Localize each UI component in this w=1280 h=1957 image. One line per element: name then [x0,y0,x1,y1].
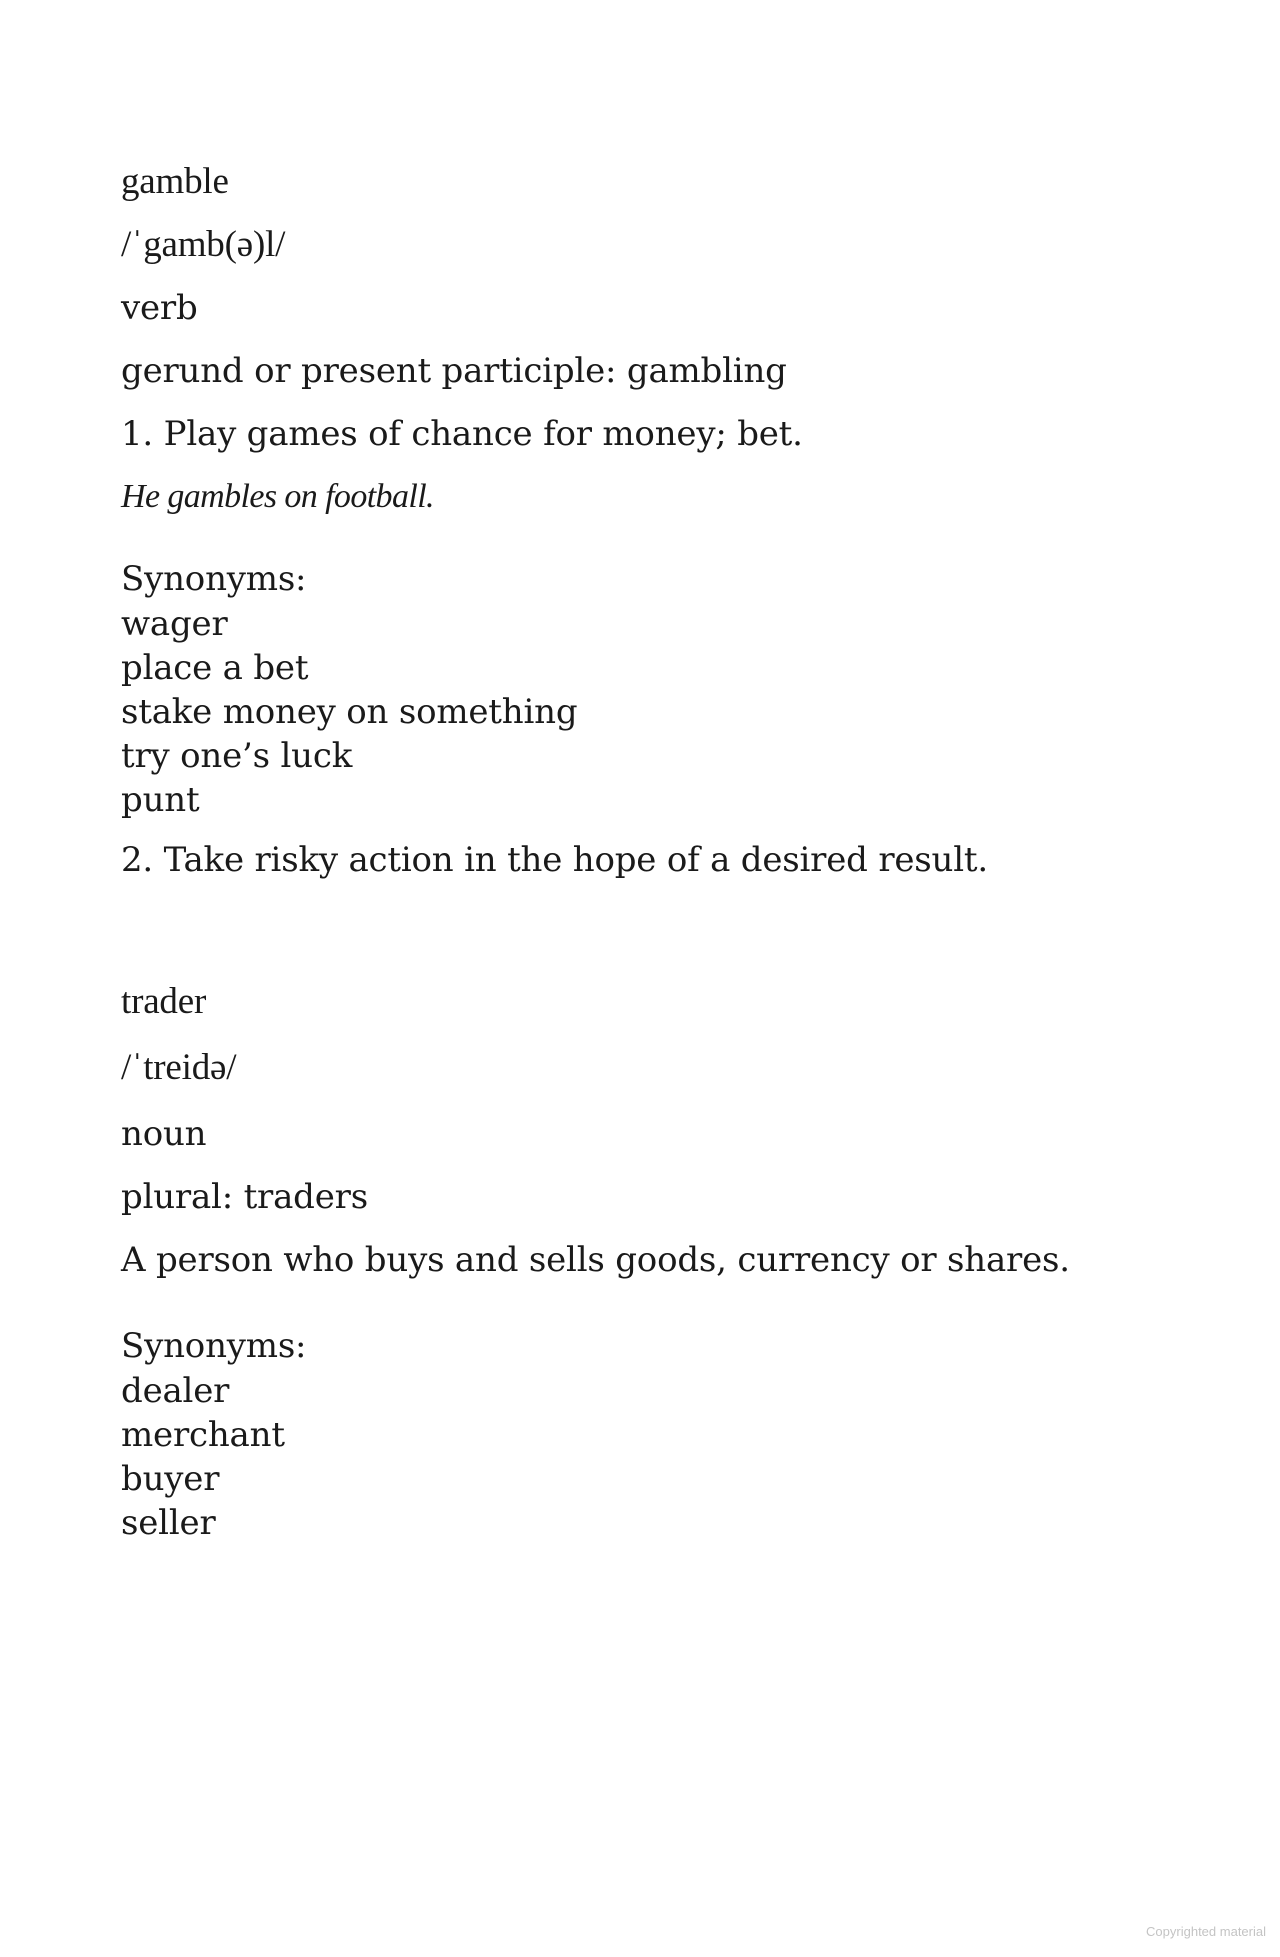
synonym: seller [121,1503,216,1543]
inflection: gerund or present participle: gambling [121,351,787,391]
synonym: punt [121,780,200,820]
headword: trader [121,981,207,1022]
inflection: plural: traders [121,1177,368,1217]
synonym: buyer [121,1459,220,1499]
headword: gamble [121,161,229,202]
part-of-speech: noun [121,1114,207,1154]
synonyms-label: Synonyms: [121,559,307,599]
synonym: merchant [121,1415,285,1455]
pronunciation: /ˈgamb(ə)l/ [121,224,286,265]
synonym: stake money on something [121,692,578,732]
dictionary-entry-trader [121,982,1161,1545]
synonyms-label: Synonyms: [121,1326,307,1366]
part-of-speech: verb [121,288,198,328]
copyright-notice: Copyrighted material [1146,1924,1266,1939]
pronunciation: /ˈtreidə/ [121,1047,237,1088]
synonym-list [121,602,1161,822]
synonym: place a bet [121,648,309,688]
synonym-list [121,1369,1161,1545]
synonym: wager [121,604,228,644]
usage-example: He gambles on football. [121,478,434,515]
dictionary-entry-gamble [121,162,1161,880]
definition: A person who buys and sells goods, currency or shares. [121,1240,1070,1280]
sense-1: 1. Play games of chance for money; bet. [121,414,803,454]
synonym: dealer [121,1371,230,1411]
synonym: try one’s luck [121,736,353,776]
sense-2: 2. Take risky action in the hope of a desired result. [121,840,988,880]
